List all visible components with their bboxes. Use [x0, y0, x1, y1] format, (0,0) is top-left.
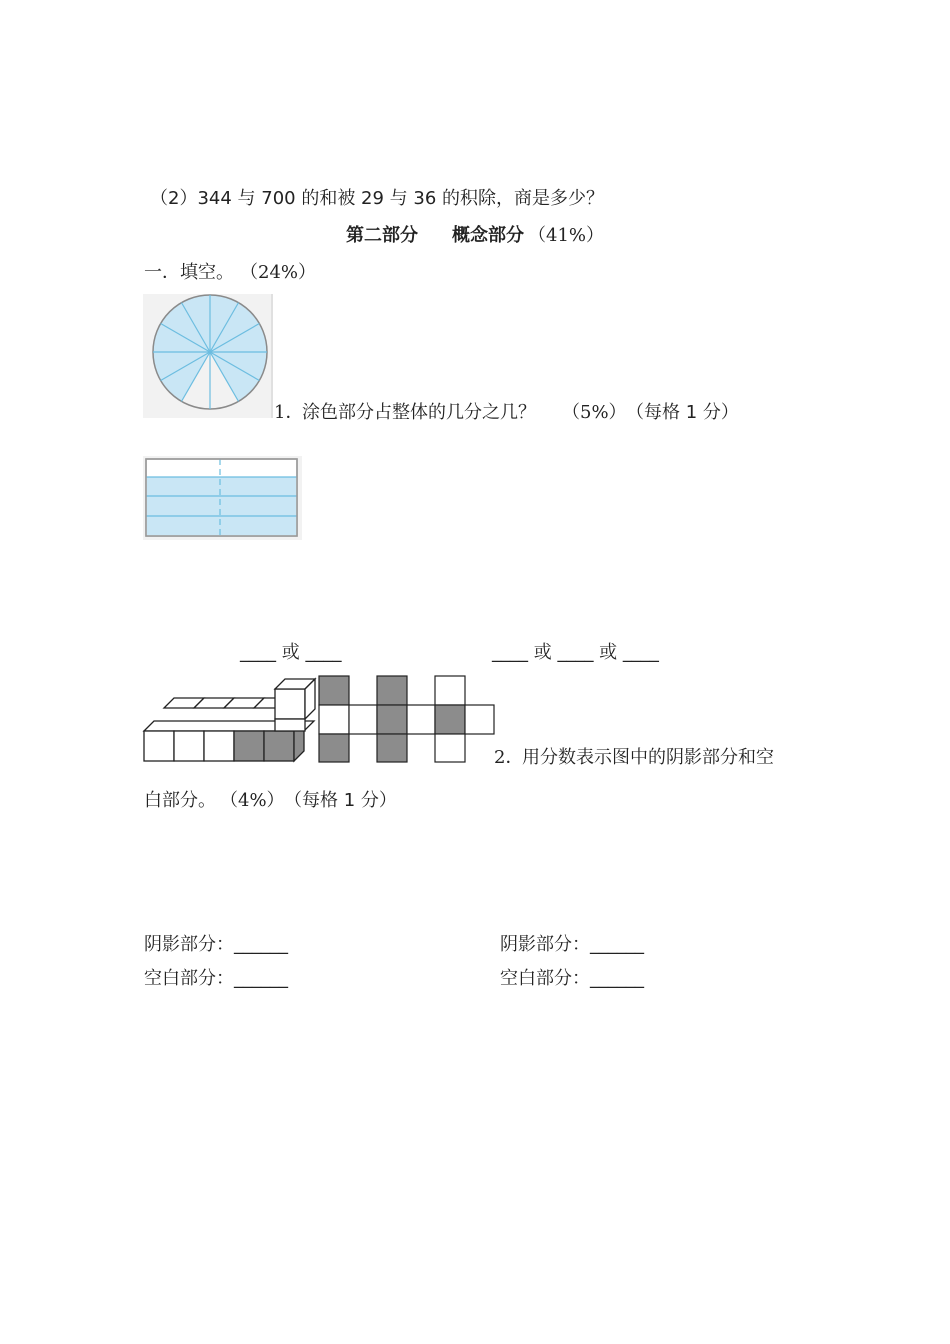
shaded-cube [264, 731, 294, 761]
shaded-answer-line[interactable]: ______ [234, 934, 288, 955]
rectangle-fraction-figure [143, 456, 302, 540]
cube-stack-figure [140, 674, 320, 766]
blank-answer-line[interactable]: ______ [590, 968, 644, 989]
part2-subtitle: 概念部分 [452, 225, 524, 246]
q1-note: （每格 1 分） [626, 402, 739, 423]
q2-percent: （4%） [220, 790, 285, 811]
shaded-label: 阴影部分： [500, 934, 590, 955]
blank-label: 空白部分： [500, 968, 590, 989]
blank-answer-line[interactable]: ______ [234, 968, 288, 989]
q2-note: （每格 1 分） [284, 790, 397, 811]
q2-number: 2． [494, 747, 524, 768]
circle-fraction-figure [143, 294, 273, 418]
answer-right-shaded [500, 933, 644, 957]
q1-text: 涂色部分占整体的几分之几？ [302, 402, 536, 423]
q1-number: 1． [274, 402, 304, 423]
answer-left-blank [144, 967, 288, 991]
question-2-text: （2）344 与 700 的和被 29 与 36 的积除，商是多少？ [150, 188, 605, 209]
q2-text-line2: 白部分。 [144, 790, 216, 811]
q1-percent: （5%） [562, 402, 627, 423]
section1-percent: （24%） [240, 262, 317, 283]
blank-label: 空白部分： [144, 968, 234, 989]
part2-title: 第二部分 [346, 225, 418, 246]
shaded-answer-line[interactable]: ______ [590, 934, 644, 955]
answer-right-blank [500, 967, 644, 991]
rect-shaded-region [147, 477, 296, 535]
q2-text-line1: 用分数表示图中的阴影部分和空 [522, 747, 774, 768]
q1-blank-left[interactable]: ____ 或 ____ [240, 642, 342, 663]
answer-left-shaded [144, 933, 288, 957]
q1-blank-right[interactable]: ____ 或 ____ 或 ____ [492, 642, 659, 663]
part2-percent: （41%） [528, 225, 605, 246]
section1-heading: 一．填空。 [144, 262, 234, 283]
net-grid-figure [318, 675, 496, 763]
shaded-label: 阴影部分： [144, 934, 234, 955]
shaded-cube [234, 731, 264, 761]
